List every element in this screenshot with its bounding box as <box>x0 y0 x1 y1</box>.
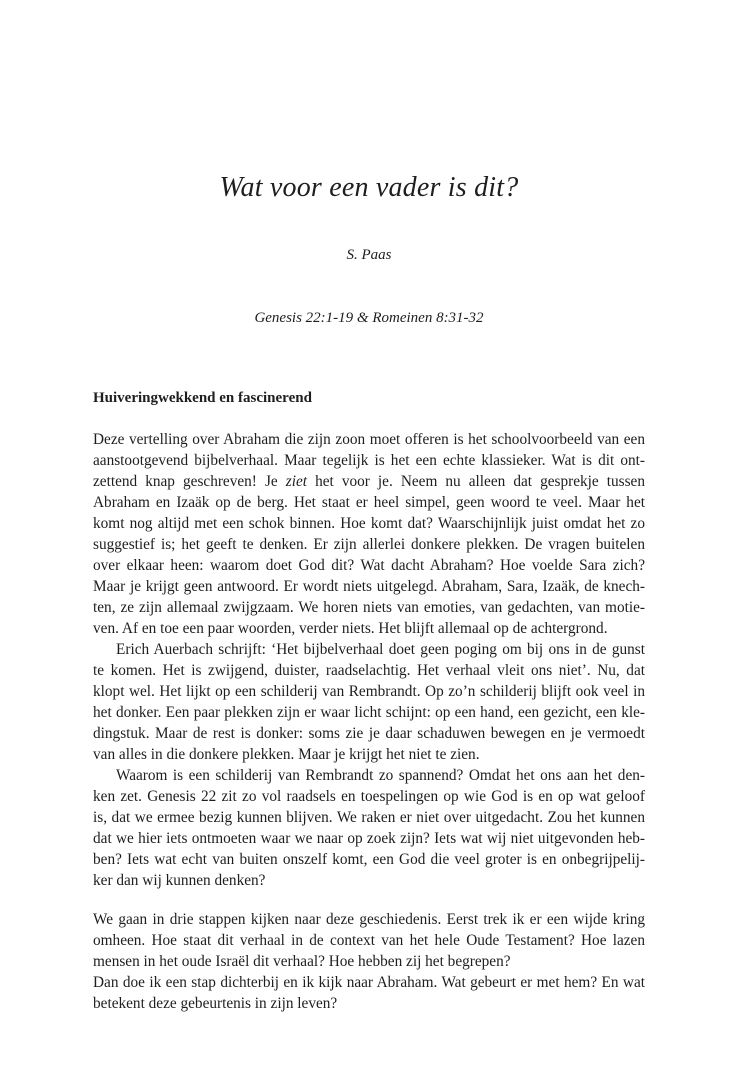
article-title: Wat voor een vader is dit? <box>219 172 519 203</box>
body-line: zettend knap geschreven! Je ziet het voor je. Neem nu alleen dat gesprekje tussen <box>93 473 645 490</box>
body-line: is, dat we ermee bezig kunnen blijven. We raken er niet over uitgedacht. Zou het kunnen <box>93 809 645 826</box>
body-line: Dan doe ik een stap dichterbij en ik kijk naar Abraham. Wat gebeurt er met hem? En wat <box>93 974 645 991</box>
body-line: dat we hier iets ontmoeten waar we naar op zoek zijn? Iets wat wij niet uitgevonden heb- <box>93 830 645 847</box>
body-line: het donker. Een paar plekken zijn er waar licht schijnt: op een hand, een gezicht, een kle- <box>93 704 645 721</box>
body-line: Deze vertelling over Abraham die zijn zoon moet offeren is het schoolvoorbeeld van een <box>93 431 645 448</box>
body-line: komt nog altijd met een schok binnen. Hoe komt dat? Waarschijnlijk juist omdat het zo <box>93 515 645 532</box>
body-line: mensen in het oude Israël dit verhaal? Hoe hebben zij het begrepen? <box>93 953 511 970</box>
article-author: S. Paas <box>346 247 392 263</box>
body-line: Erich Auerbach schrijft: ‘Het bijbelverhaal doet geen poging om bij ons in de gunst <box>116 641 645 658</box>
body-line: dingstuk. Maar de rest is donker: soms zie je daar schaduwen bewegen en je vermoedt <box>93 725 645 742</box>
body-line: over elkaar heen: waarom doet God dit? Wat dacht Abraham? Hoe voelde Sara zich? <box>93 557 645 574</box>
body-line: ken zet. Genesis 22 zit zo vol raadsels en toespelingen op wie God is en op wat geloof <box>93 788 645 805</box>
body-line: suggestief is; het geeft te denken. Er zijn allerlei donkere plekken. De vragen buitelen <box>93 536 645 553</box>
body-line: Maar je krijgt geen antwoord. Er wordt niets uitgelegd. Abraham, Sara, Izaäk, de knech- <box>93 578 645 595</box>
body-line: ker dan wij kunnen denken? <box>93 872 266 889</box>
body-line: omheen. Hoe staat dit verhaal in de context van het hele Oude Testament? Hoe lazen <box>93 932 645 949</box>
body-line: klopt wel. Het lijkt op een schilderij van Rembrandt. Op zo’n schilderij blijft ook veel in <box>93 683 645 700</box>
body-line: We gaan in drie stappen kijken naar deze geschiedenis. Eerst trek ik er een wijde kring <box>93 911 645 928</box>
body-line: betekent deze gebeurtenis in zijn leven? <box>93 995 338 1012</box>
body-line: Waarom is een schilderij van Rembrandt zo spannend? Omdat het ons aan het den- <box>116 767 645 784</box>
body-line: ten, ze zijn allemaal zwijgzaam. We horen niets van emoties, van gedachten, van motie- <box>93 599 645 616</box>
scripture-reference: Genesis 22:1-19 & Romeinen 8:31-32 <box>254 310 484 326</box>
body-line: aanstootgevend bijbelverhaal. Maar tegelijk is het een echte klassieker. Wat is dit ont- <box>93 452 645 469</box>
body-line: van alles in die donkere plekken. Maar je krijgt het niet te zien. <box>93 746 480 763</box>
body-line: Abraham en Izaäk op de berg. Het staat er heel simpel, geen woord te veel. Maar het <box>93 494 645 511</box>
emphasis: ziet <box>285 473 308 490</box>
body-line: ven. Af en toe een paar woorden, verder niets. Het blijft allemaal op de achtergrond. <box>93 620 608 637</box>
body-line: ben? Iets wat echt van buiten onszelf komt, een God die veel groter is en onbegrijpelij- <box>93 851 645 868</box>
section-heading: Huiveringwekkend en fascinerend <box>93 390 312 406</box>
body-line: te komen. Het is zwijgend, duister, raadselachtig. Het verhaal vleit ons niet’. Nu, dat <box>93 662 645 679</box>
